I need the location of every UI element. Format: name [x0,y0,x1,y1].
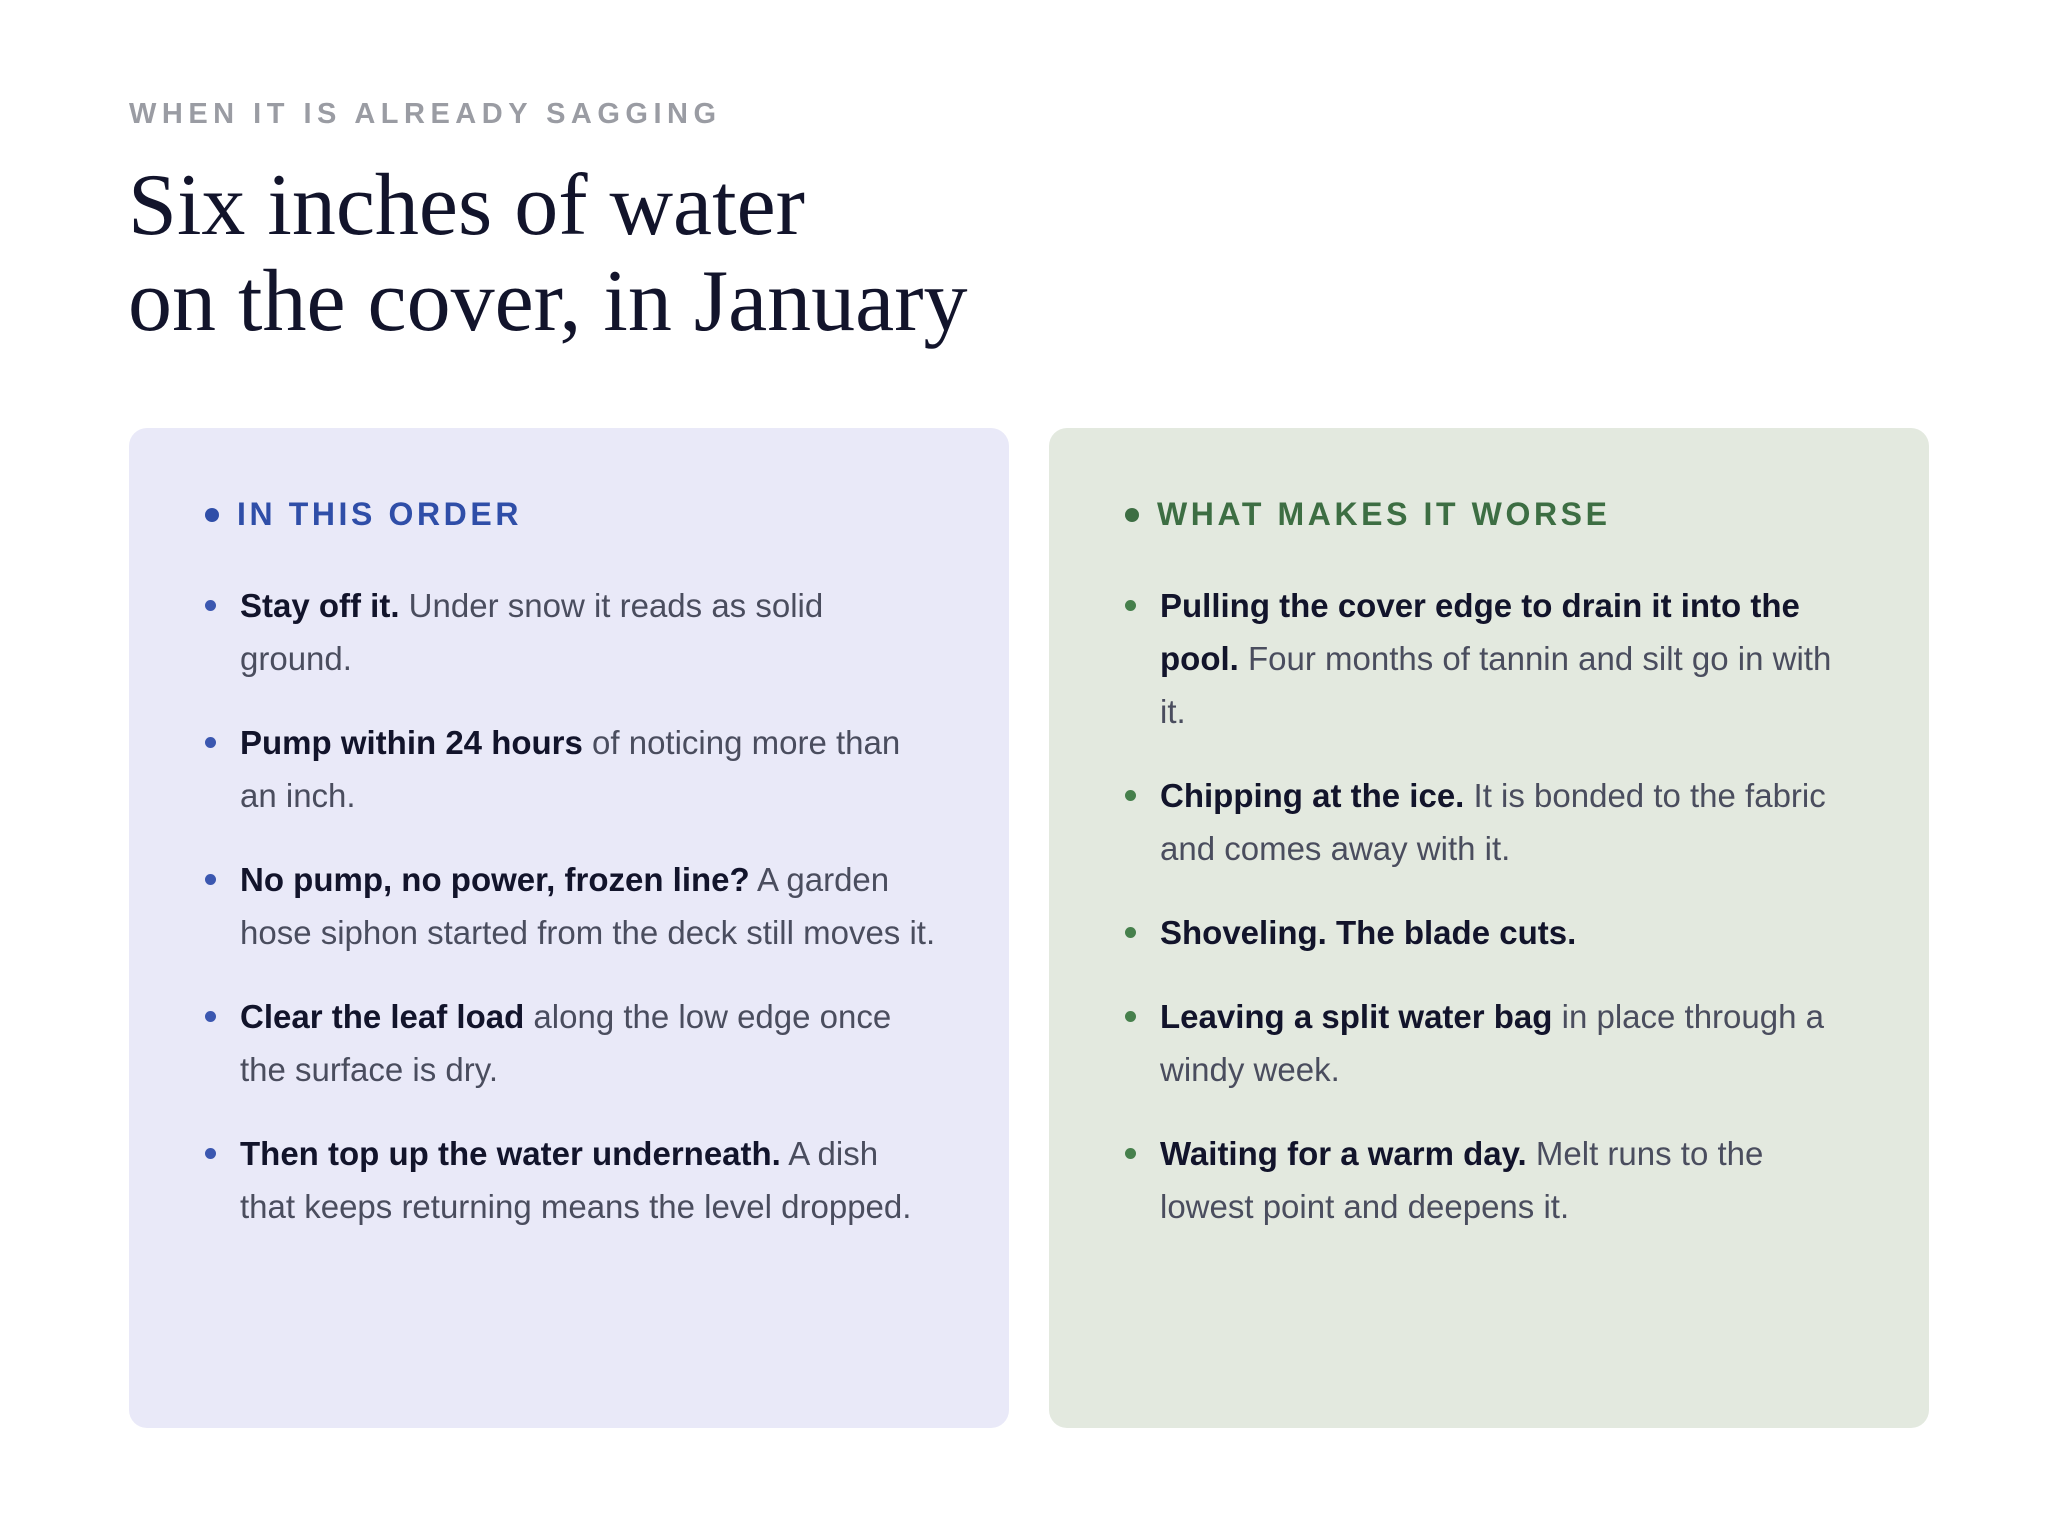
title-line-1: Six inches of water [128,157,805,254]
eyebrow-label: WHEN IT IS ALREADY SAGGING [129,98,722,130]
panel-heading [205,496,937,533]
title-line-2: on the cover, in January [128,253,968,350]
panel-heading [1125,496,1857,533]
item-lead: Shoveling. The blade cuts. [1160,914,1577,951]
in-this-order-panel [129,428,1009,1428]
list-item [205,853,937,959]
item-lead: Stay off it. [240,587,400,624]
item-lead: Pulling the cover edge to drain it into the pool. [1160,587,1800,677]
item-lead: Chipping at the ice. [1160,777,1465,814]
item-lead: Leaving a split water bag [1160,998,1553,1035]
item-text: Melt runs to the lowest point and deepens it. [1160,1135,1764,1225]
item-text: A garden hose siphon started from the deck still moves it. [240,861,936,951]
item-lead: Then top up the water underneath. [240,1135,781,1172]
item-text: of noticing more than an inch. [240,724,901,814]
item-lead: Clear the leaf load [240,998,525,1035]
list-item [205,716,937,822]
panel-heading-label: IN THIS ORDER [237,496,523,532]
list-item [1125,1127,1857,1233]
page-title [128,158,968,350]
bullet-icon [1125,600,1136,611]
dot-icon [1125,508,1139,522]
item-text: A dish that keeps returning means the level dropped. [240,1135,912,1225]
item-lead: Pump within 24 hours [240,724,583,761]
bullet-icon [205,737,216,748]
list-item [1125,769,1857,875]
bullet-icon [205,1011,216,1022]
list-item [205,579,937,685]
item-lead: No pump, no power, frozen line? [240,861,750,898]
bullet-icon [205,874,216,885]
bullet-icon [1125,1011,1136,1022]
item-text: in place through a windy week. [1160,998,1824,1088]
list-item [1125,579,1857,738]
item-text: Under snow it reads as solid ground. [240,587,824,677]
list-item [205,990,937,1096]
bullet-icon [205,600,216,611]
bullet-icon [1125,790,1136,801]
bullet-icon [1125,1148,1136,1159]
mistakes-list [1125,579,1857,1233]
item-text: Four months of tannin and silt go in with it. [1160,640,1832,730]
bullet-icon [205,1148,216,1159]
item-text: It is bonded to the fabric and comes away with it. [1160,777,1826,867]
list-item [205,1127,937,1233]
item-lead: Waiting for a warm day. [1160,1135,1527,1172]
list-item [1125,990,1857,1096]
what-makes-it-worse-panel [1049,428,1929,1428]
bullet-icon [1125,927,1136,938]
steps-list [205,579,937,1233]
panel-heading-label: WHAT MAKES IT WORSE [1157,496,1611,532]
item-text: along the low edge once the surface is dry. [240,998,892,1088]
list-item [1125,906,1857,959]
dot-icon [205,508,219,522]
